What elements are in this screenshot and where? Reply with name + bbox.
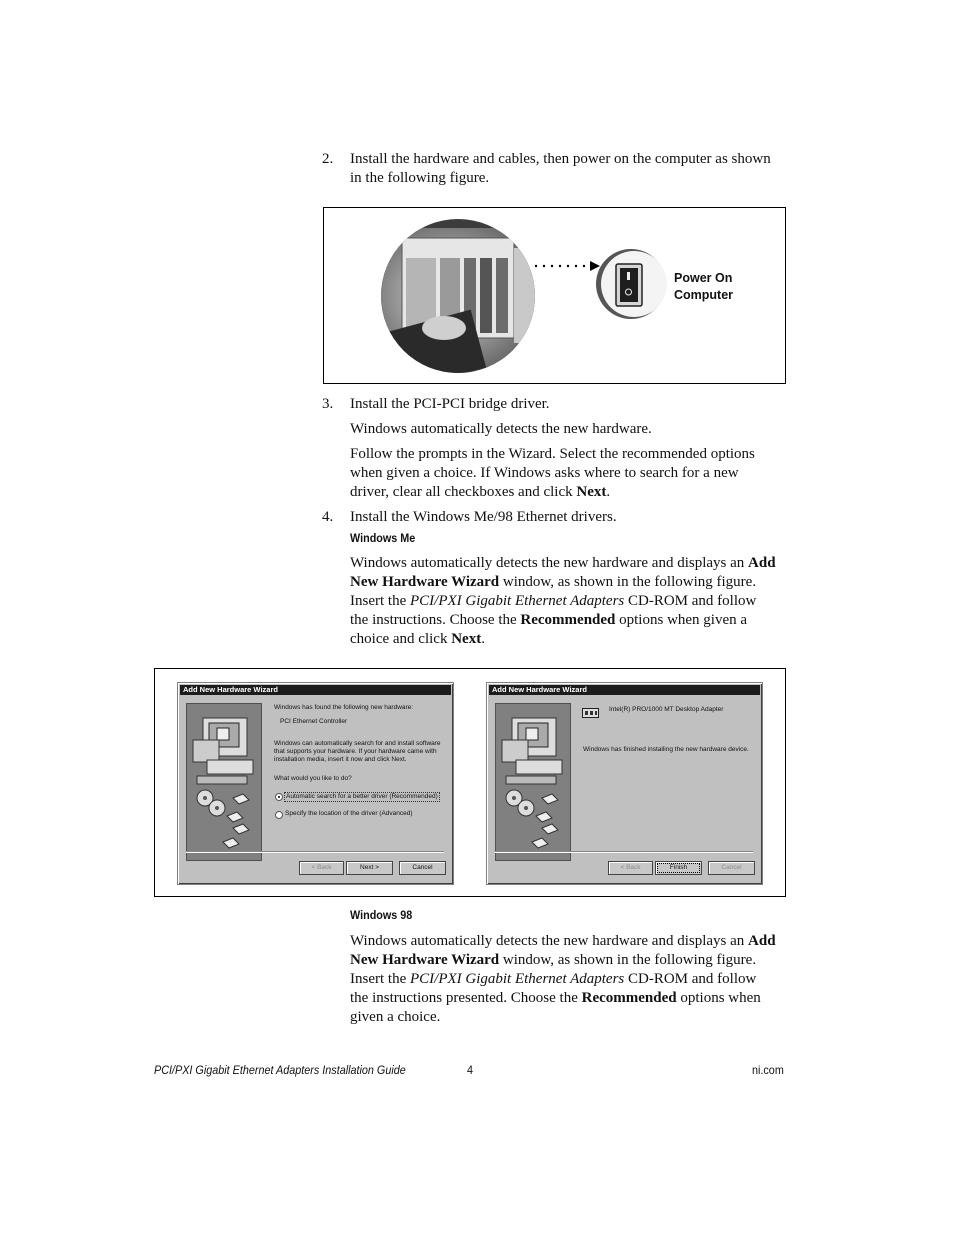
step-3-p2-line2: when given a choice. If Windows asks where to search for a new [350,465,739,481]
text: options when given a [615,612,748,628]
wizard-side-image [495,703,571,861]
next-button[interactable]: Next > [346,861,393,875]
windows-98-heading: Windows 98 [350,908,413,922]
power-on-figure [323,207,786,384]
device-name: Intel(R) PRO/1000 MT Desktop Adapter [609,706,724,713]
footer-title: PCI/PXI Gigabit Ethernet Adapters Installation Guide [154,1063,406,1077]
step-3-p2-line1: Follow the prompts in the Wizard. Select the recommended options [350,446,755,462]
device-name: PCI Ethernet Controller [280,718,348,725]
step-2-number: 2. [322,151,334,167]
network-adapter-icon [582,707,600,719]
back-button[interactable]: < Back [608,861,653,875]
text: Insert the [350,593,410,609]
text: choice and click [350,631,452,647]
dialog-title: Add New Hardware Wizard [489,685,760,695]
step-2-line2: in the following figure. [350,170,490,186]
bold-term: New Hardware Wizard [350,574,500,590]
step-3-p2 [350,445,790,502]
windows-me-paragraph [350,554,790,649]
text: given a choice. [350,1009,441,1025]
wizard-side-image [186,703,262,861]
cancel-button[interactable]: Cancel [708,861,755,875]
dotted-arrow [535,261,600,271]
bold-term: Next [451,631,482,647]
separator [495,851,753,853]
windows-98-paragraph [350,932,790,1027]
wizard-dialog-search [177,682,454,885]
step-4-title: Install the Windows Me/98 Ethernet drivers. [350,509,617,525]
text: Windows automatically detects the new hardware and displays an [350,933,749,949]
callout-line1: Power On [674,271,733,285]
text: CD-ROM and follow [624,971,757,987]
pxi-chassis-illustration [324,208,785,383]
text: CD-ROM and follow [624,593,757,609]
option-specify-label[interactable]: Specify the location of the driver (Advanced) [285,810,413,817]
desc-line: Windows can automatically search for and install software [274,740,441,747]
text: options when [676,990,761,1006]
step-3-p2-line3 [350,483,790,502]
finished-text: Windows has finished installing the new hardware device. [583,746,749,753]
question-text: What would you like to do? [274,775,352,782]
computer-and-discs-icon [187,704,261,860]
text: the instructions presented. Choose the [350,990,582,1006]
text: . [606,484,611,500]
radio-specify-location[interactable] [275,811,283,819]
power-switch-icon [596,249,667,319]
bold-term: New Hardware Wizard [350,952,500,968]
text: window, as shown in the following figure. [499,574,757,590]
bold-term: Recommended [581,990,677,1006]
step-4-number: 4. [322,509,334,525]
step-2-text [350,150,800,188]
option-automatic-label[interactable]: Automatic search for a better driver (Recommended) [286,793,438,800]
desc-line: installation media, insert it now and click Next. [274,756,407,763]
found-text: Windows has found the following new hardware: [274,704,414,711]
step-2-line1: Install the hardware and cables, then power on the computer as shown [350,151,771,167]
finish-button[interactable]: Finish [655,861,702,875]
bold-term: Add [748,933,776,949]
text: window, as shown in the following figure. [499,952,757,968]
step-3-number: 3. [322,396,334,412]
separator [186,851,444,853]
radio-automatic-search[interactable] [275,793,283,801]
wizard-dialog-finished [486,682,763,885]
wizard-description [274,740,454,764]
desc-line: that supports your hardware. If your hardware came with [274,748,437,755]
page-number: 4 [467,1063,474,1077]
footer-site[interactable]: ni.com [752,1063,784,1077]
computer-and-discs-icon [496,704,570,860]
cancel-button[interactable]: Cancel [399,861,446,875]
italic-term: PCI/PXI Gigabit Ethernet Adapters [409,593,625,609]
text: driver, clear all checkboxes and click [350,484,577,500]
bold-term: Recommended [520,612,616,628]
text: Insert the [350,971,410,987]
windows-me-heading: Windows Me [350,531,416,545]
back-button[interactable]: < Back [299,861,344,875]
wizard-figure [154,668,786,897]
text: Windows automatically detects the new hardware and displays an [350,555,749,571]
dialog-title: Add New Hardware Wizard [180,685,451,695]
next-term: Next [576,484,607,500]
callout-line2: Computer [674,288,734,302]
text: . [481,631,485,647]
italic-term: PCI/PXI Gigabit Ethernet Adapters [409,971,625,987]
text: the instructions. Choose the [350,612,521,628]
step-3-title: Install the PCI-PCI bridge driver. [350,396,550,412]
step-3-p1: Windows automatically detects the new hardware. [350,421,652,437]
bold-term: Add [748,555,776,571]
